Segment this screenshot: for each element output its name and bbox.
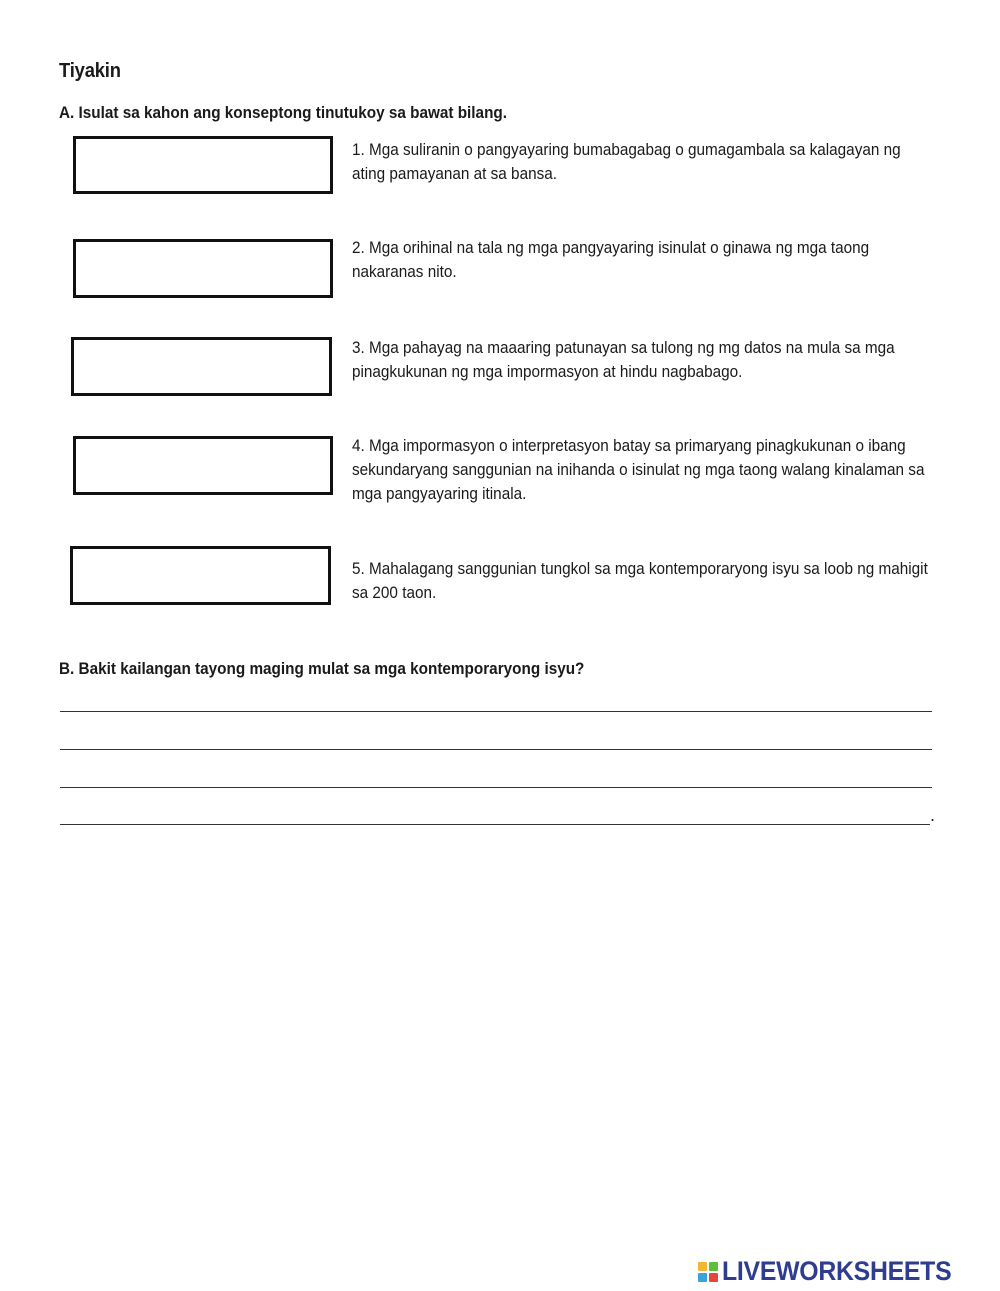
answer-box-3[interactable]: [71, 337, 332, 396]
answer-line-1[interactable]: [60, 711, 932, 712]
answer-line-2[interactable]: [60, 749, 932, 750]
section-a-heading: A. Isulat sa kahon ang konseptong tinutukoy sa bawat bilang.: [59, 103, 508, 122]
answer-end-period: .: [930, 805, 936, 825]
answer-box-5[interactable]: [70, 546, 331, 605]
item-4-text: 4. Mga impormasyon o interpretasyon batay sa primaryang pinagkukunan o ibang sekundaryang sanggunian na inihanda o isinulat ng mga taong walang kinalaman sa mga pangyayaring itinala.: [352, 436, 925, 503]
logo-square-v: [698, 1273, 707, 1282]
item-1-text: 1. Mga suliranin o pangyayaring bumabagabag o gumagambala sa kalagayan ng ating pamayanan at sa bansa.: [352, 140, 901, 183]
answer-box-2[interactable]: [73, 239, 333, 298]
liveworksheets-logo-icon: [698, 1262, 718, 1282]
section-b-heading: B. Bakit kailangan tayong maging mulat sa mga kontemporaryong isyu?: [59, 659, 585, 678]
answer-box-1[interactable]: [73, 136, 333, 194]
logo-square-i: [709, 1262, 718, 1271]
logo-square-l: [698, 1262, 707, 1271]
logo-square-e: [709, 1273, 718, 1282]
item-2-text: 2. Mga orihinal na tala ng mga pangyayaring isinulat o ginawa ng mga taong nakaranas nito.: [352, 238, 870, 281]
answer-line-3[interactable]: [60, 787, 932, 788]
liveworksheets-wordmark: LIVEWORKSHEETS: [722, 1256, 952, 1286]
liveworksheets-brand: [698, 1256, 971, 1287]
page-title: Tiyakin: [59, 60, 121, 82]
item-5-text: 5. Mahalagang sanggunian tungkol sa mga kontemporaryong isyu sa loob ng mahigit sa 200 taon.: [352, 559, 928, 602]
answer-box-4[interactable]: [73, 436, 333, 495]
item-3-text: 3. Mga pahayag na maaaring patunayan sa tulong ng mg datos na mula sa mga pinagkukunan ng mga impormasyon at hindu nagbabago.: [352, 338, 895, 381]
answer-line-4[interactable]: [60, 824, 930, 825]
